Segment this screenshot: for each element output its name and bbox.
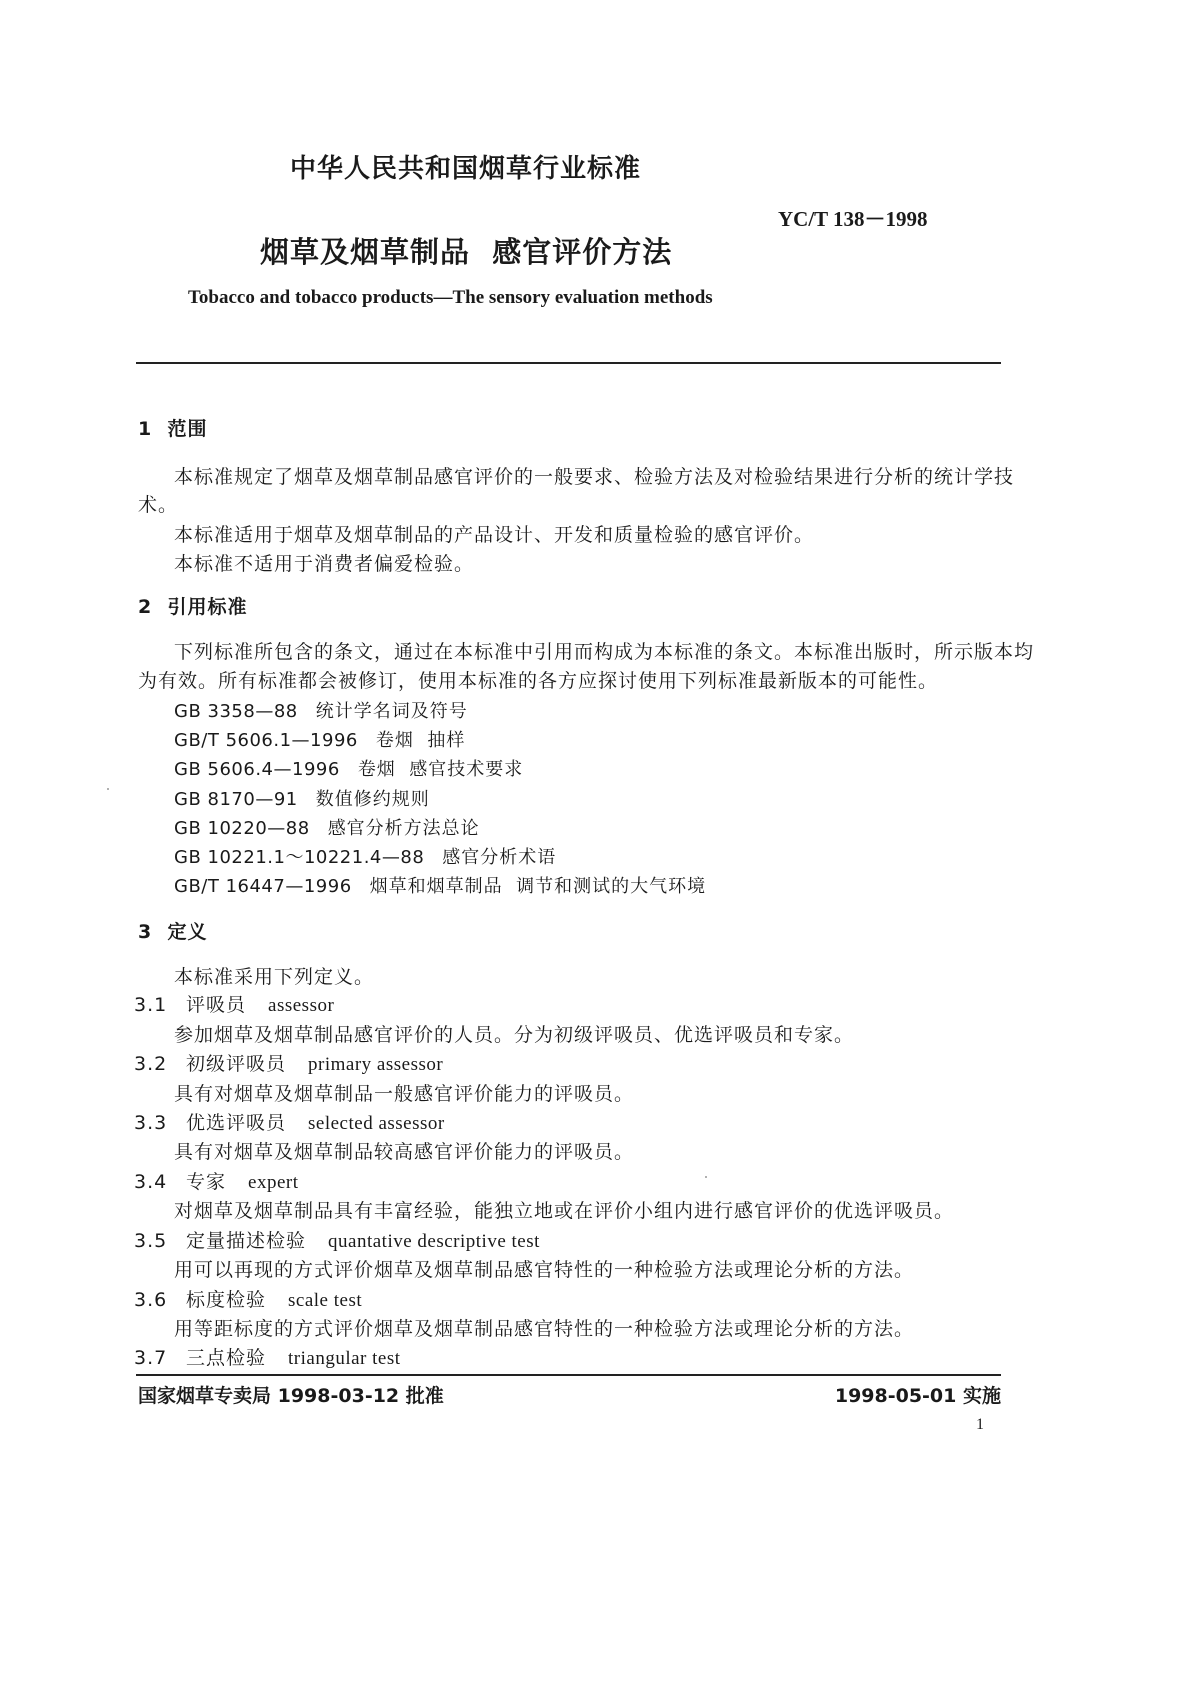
- reference-title: 感官分析术语: [442, 847, 557, 868]
- definition-text: 对烟草及烟草制品具有丰富经验，能独立地或在评价小组内进行感官评价的优选评吸员。: [174, 1200, 955, 1222]
- reference-code: GB 3358—88: [174, 701, 298, 722]
- header-rule: [136, 362, 1001, 364]
- definition-text: 用可以再现的方式评价烟草及烟草制品感官特性的一种检验方法或理论分析的方法。: [174, 1259, 915, 1281]
- term-cn: 评吸员: [186, 994, 247, 1016]
- reference-code: GB 5606.4—1996: [174, 759, 340, 780]
- term-cn: 专家: [186, 1171, 227, 1193]
- reference-title: 卷烟 感官技术要求: [357, 759, 524, 780]
- term-number: 3.3: [134, 1112, 168, 1134]
- reference-title: 感官分析方法总论: [327, 818, 480, 839]
- term-cn: 三点检验: [186, 1347, 267, 1369]
- footer-rule: [136, 1374, 1001, 1376]
- reference-code: GB/T 5606.1—1996: [174, 730, 358, 751]
- reference-title: 烟草和烟草制品 调节和测试的大气环境: [369, 876, 707, 897]
- paragraph: 下列标准所包含的条文，通过在本标准中引用而构成为本标准的条文。本标准出版时，所示版本均: [174, 641, 1035, 663]
- reference-title: 数值修约规则: [315, 789, 430, 810]
- paragraph: 本标准适用于烟草及烟草制品的产品设计、开发和质量检验的感官评价。: [174, 524, 815, 546]
- paragraph: 本标准采用下列定义。: [174, 966, 375, 988]
- term-cn: 初级评吸员: [186, 1053, 287, 1075]
- paragraph: 本标准不适用于消费者偏爱检验。: [174, 553, 475, 575]
- reference-item: [174, 843, 556, 869]
- reference-title: 卷烟 抽样: [375, 730, 466, 751]
- reference-item: [174, 785, 430, 811]
- reference-item: [174, 697, 468, 723]
- approval-line: 国家烟草专卖局 1998-03-12 批准: [138, 1385, 444, 1407]
- definition-term: [134, 990, 334, 1017]
- document-title-en: Tobacco and tobacco products—The sensory evaluation methods: [188, 287, 713, 308]
- term-en: primary assessor: [308, 1054, 444, 1075]
- term-en: scale test: [288, 1290, 363, 1311]
- reference-item: [174, 755, 523, 781]
- term-cn: 标度检验: [186, 1289, 267, 1311]
- paragraph: 本标准规定了烟草及烟草制品感官评价的一般要求、检验方法及对检验结果进行分析的统计学技: [174, 466, 1015, 488]
- reference-code: GB 10220—88: [174, 818, 310, 839]
- term-en: assessor: [268, 995, 335, 1016]
- paragraph-continuation: 术。: [138, 494, 179, 516]
- reference-code: GB/T 16447—1996: [174, 876, 352, 897]
- section-heading-definitions: 3 定义: [138, 921, 208, 943]
- reference-item: [174, 814, 480, 840]
- definition-term: [134, 1167, 299, 1194]
- effective-date: 1998-05-01 实施: [834, 1385, 1001, 1407]
- document-title-cn: 烟草及烟草制品 感官评价方法: [260, 235, 673, 269]
- term-number: 3.4: [134, 1171, 168, 1193]
- definition-term: [134, 1226, 540, 1253]
- term-number: 3.6: [134, 1289, 168, 1311]
- definition-term: [134, 1343, 401, 1370]
- term-en: triangular test: [288, 1348, 401, 1369]
- term-cn: 定量描述检验: [186, 1230, 307, 1252]
- definition-text: 用等距标度的方式评价烟草及烟草制品感官特性的一种检验方法或理论分析的方法。: [174, 1318, 915, 1340]
- term-number: 3.1: [134, 994, 168, 1016]
- page-number: 1: [976, 1416, 984, 1433]
- definition-text: 参加烟草及烟草制品感官评价的人员。分为初级评吸员、优选评吸员和专家。: [174, 1024, 855, 1046]
- term-en: expert: [248, 1172, 299, 1193]
- reference-item: [174, 872, 706, 898]
- org-title: 中华人民共和国烟草行业标准: [290, 154, 642, 184]
- scan-speck: [107, 788, 109, 790]
- paragraph-continuation: 为有效。所有标准都会被修订，使用本标准的各方应探讨使用下列标准最新版本的可能性。: [138, 670, 939, 692]
- reference-item: [174, 726, 465, 752]
- reference-code: GB 8170—91: [174, 789, 298, 810]
- definition-term: [134, 1108, 445, 1135]
- scan-speck: [705, 1176, 707, 1178]
- reference-code: GB 10221.1～10221.4—88: [174, 847, 425, 868]
- definition-text: 具有对烟草及烟草制品较高感官评价能力的评吸员。: [174, 1141, 635, 1163]
- definition-term: [134, 1285, 362, 1312]
- term-cn: 优选评吸员: [186, 1112, 287, 1134]
- definition-term: [134, 1049, 443, 1076]
- section-heading-normative-references: 2 引用标准: [138, 596, 248, 618]
- term-number: 3.7: [134, 1347, 168, 1369]
- standard-number: YC/T 138－1998: [778, 207, 928, 231]
- term-number: 3.5: [134, 1230, 168, 1252]
- section-heading-scope: 1 范围: [138, 418, 208, 440]
- term-number: 3.2: [134, 1053, 168, 1075]
- term-en: quantative descriptive test: [328, 1231, 540, 1252]
- term-en: selected assessor: [308, 1113, 445, 1134]
- definition-text: 具有对烟草及烟草制品一般感官评价能力的评吸员。: [174, 1083, 635, 1105]
- reference-title: 统计学名词及符号: [315, 701, 468, 722]
